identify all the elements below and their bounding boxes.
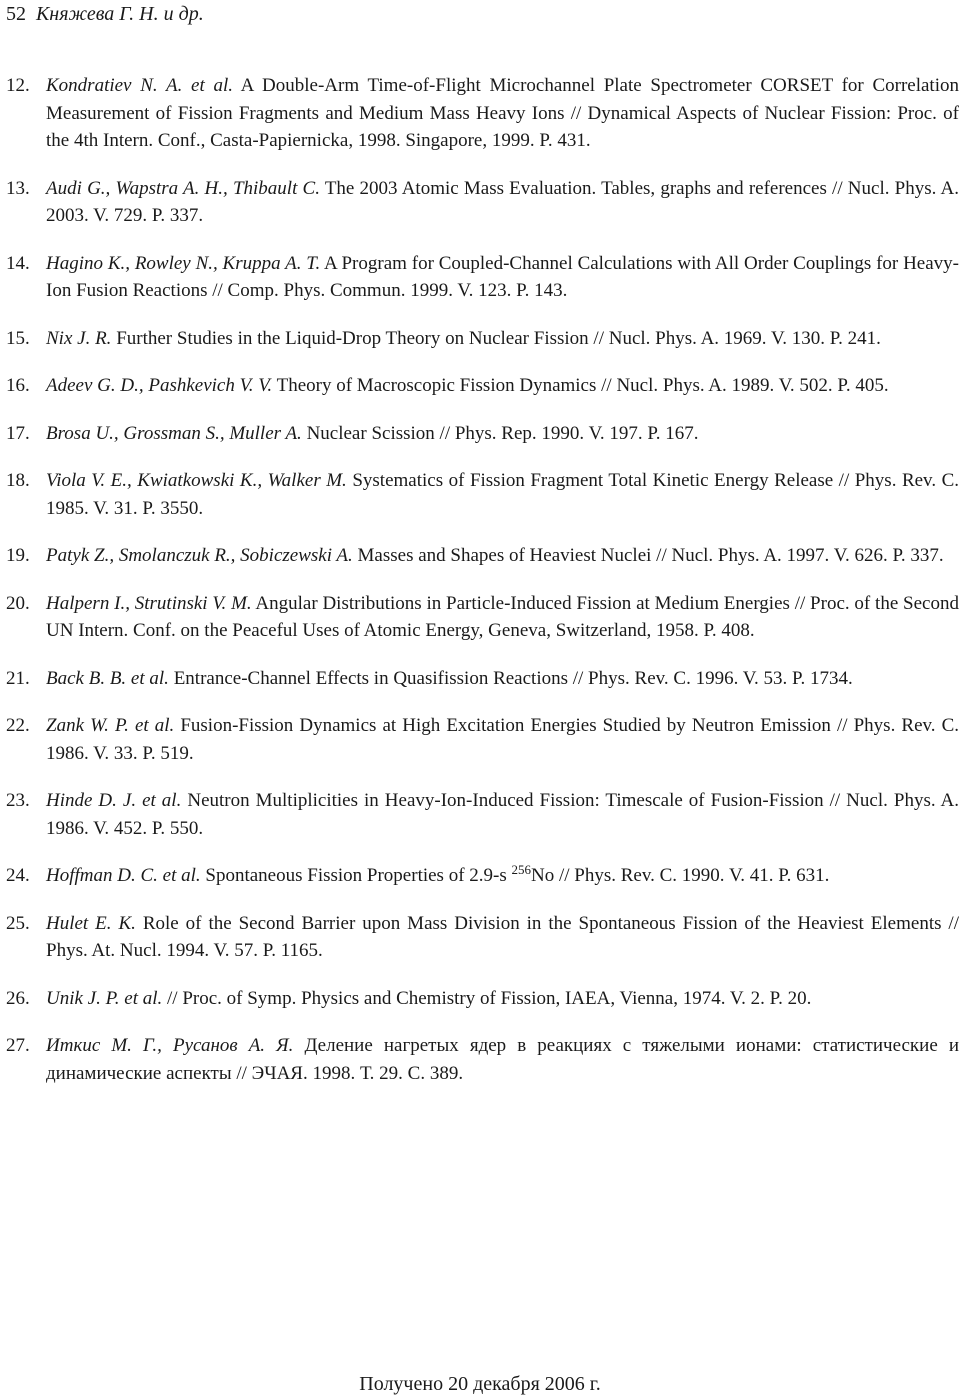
reference-authors: Hulet E. K. [46, 912, 136, 934]
reference-authors: Hoffman D. C. et al. [46, 865, 201, 886]
reference-title-start: Spontaneous Fission Properties of 2.9-s [205, 865, 512, 886]
reference-entry [6, 325, 959, 353]
reference-number: 26. [6, 987, 30, 1009]
reference-number: 25. [6, 912, 30, 934]
reference-text: No // Phys. Rev. C. 1990. V. 41. P. 631. [531, 865, 830, 886]
reference-number: 16. [6, 375, 30, 396]
reference-entry [6, 665, 959, 693]
reference-entry [6, 250, 959, 305]
reference-authors: Back B. B. et al. [46, 667, 169, 689]
reference-entry [6, 910, 959, 965]
reference-number: 18. [6, 470, 30, 491]
reference-text: Nuclear Scission // Phys. Rep. 1990. V. 197. P. 167. [306, 422, 699, 444]
reference-entry [6, 72, 959, 155]
reference-number: 21. [6, 667, 30, 689]
reference-text: Systematics of Fission Fragment Total Kinetic Energy Release // Phys. Rev. C. 1985. V. 31. P. 3550. [46, 470, 960, 519]
reference-text: The 2003 Atomic Mass Evaluation. Tables, graphs and references // Nucl. Phys. A. 2003. V. 729. P. 337. [46, 177, 959, 226]
reference-authors: Zank W. P. et al. [46, 715, 175, 736]
reference-text: Role of the Second Barrier upon Mass Division in the Spontaneous Fission of the Heaviest Elements // Phys. At. Nucl. 1994. V. 57. P. 1165. [46, 912, 959, 961]
reference-text: Деление нагретых ядер в реакциях с тяжелыми ионами: статистические и динамические аспекты // ЭЧАЯ. 1998. Т. 29. С. 389. [46, 1035, 960, 1084]
reference-text: Angular Distributions in Particle-Induced Fission at Medium Energies // Proc. of the Second UN Intern. Conf. on the Peaceful Uses of Atomic Energy, Geneva, Switzerland, 1958. P. 408. [46, 592, 959, 641]
reference-number: 14. [6, 252, 30, 274]
reference-number: 15. [6, 327, 30, 349]
running-head [6, 2, 204, 26]
reference-text: A Program for Coupled-Channel Calculations with All Order Couplings for Heavy-Ion Fusion Reactions // Comp. Phys. Commun. 1999. V. 123. P. 143. [46, 252, 959, 301]
reference-authors: Иткис М. Г., Русанов А. Я. [46, 1035, 294, 1056]
received-date: Получено 20 декабря 2006 г. [359, 1373, 601, 1395]
reference-list [6, 72, 959, 1107]
reference-authors: Brosa U., Grossman S., Muller A. [46, 422, 302, 444]
reference-number: 22. [6, 715, 30, 736]
reference-text: Entrance-Channel Effects in Quasifission Reactions // Phys. Rev. C. 1996. V. 53. P. 1734. [173, 667, 853, 689]
reference-authors: Unik J. P. et al. [46, 987, 163, 1009]
reference-text: // Proc. of Symp. Physics and Chemistry of Fission, IAEA, Vienna, 1974. V. 2. P. 20. [167, 987, 812, 1009]
reference-number: 23. [6, 790, 30, 811]
reference-text: Neutron Multiplicities in Heavy-Ion-Induced Fission: Timescale of Fusion-Fission // Nucl. Phys. A. 1986. V. 452. P. 550. [46, 790, 960, 839]
reference-entry [6, 420, 959, 448]
reference-text: Further Studies in the Liquid-Drop Theory on Nuclear Fission // Nucl. Phys. A. 1969. V. 130. P. 241. [116, 327, 881, 349]
reference-authors: Hinde D. J. et al. [46, 790, 182, 811]
reference-number: 24. [6, 865, 30, 886]
reference-authors: Hagino K., Rowley N., Kruppa A. T. [46, 252, 321, 274]
reference-authors: Patyk Z., Smolanczuk R., Sobiczewski A. [46, 545, 353, 566]
reference-authors: Adeev G. D., Pashkevich V. V. [46, 375, 273, 396]
reference-authors: Halpern I., Strutinski V. M. [46, 592, 252, 614]
reference-authors: Nix J. R. [46, 327, 112, 349]
reference-number: 17. [6, 422, 30, 444]
reference-authors: Kondratiev N. A. et al. [46, 75, 233, 96]
reference-number: 12. [6, 75, 30, 96]
reference-entry [6, 985, 959, 1013]
reference-number: 27. [6, 1035, 30, 1056]
reference-entry [6, 590, 959, 645]
reference-text: Masses and Shapes of Heaviest Nuclei // Nucl. Phys. A. 1997. V. 626. P. 337. [357, 545, 944, 566]
reference-number: 20. [6, 592, 30, 614]
reference-entry [6, 712, 959, 767]
page-number: 52 [6, 3, 26, 25]
reference-authors: Viola V. E., Kwiatkowski K., Walker M. [46, 470, 347, 491]
reference-text: A Double-Arm Time-of-Flight Microchannel Plate Spectrometer CORSET for Correlation Measurement of Fission Fragments and Medium Mass Heavy Ions // Dynamical Aspects of Nuclear Fission: Proc. of the 4th Intern. Conf., Casta-Papiernicka, 1998. Singapore, 1999. P. 431. [46, 75, 959, 151]
running-head-authors: Княжева Г. Н. и др. [36, 3, 204, 25]
reference-text: Theory of Macroscopic Fission Dynamics // Nucl. Phys. A. 1989. V. 502. P. 405. [276, 375, 889, 396]
reference-text: Fusion-Fission Dynamics at High Excitation Energies Studied by Neutron Emission // Phys. Rev. C. 1986. V. 33. P. 519. [46, 715, 960, 764]
mass-number-superscript: 256 [511, 862, 531, 877]
reference-entry [6, 372, 959, 400]
reference-entry [6, 175, 959, 230]
reference-number: 13. [6, 177, 30, 199]
reference-entry [6, 862, 959, 890]
reference-entry [6, 787, 959, 842]
reference-authors: Audi G., Wapstra A. H., Thibault C. [46, 177, 320, 199]
reference-number: 19. [6, 545, 30, 566]
reference-entry [6, 467, 959, 522]
reference-entry [6, 542, 959, 570]
reference-entry [6, 1032, 959, 1087]
